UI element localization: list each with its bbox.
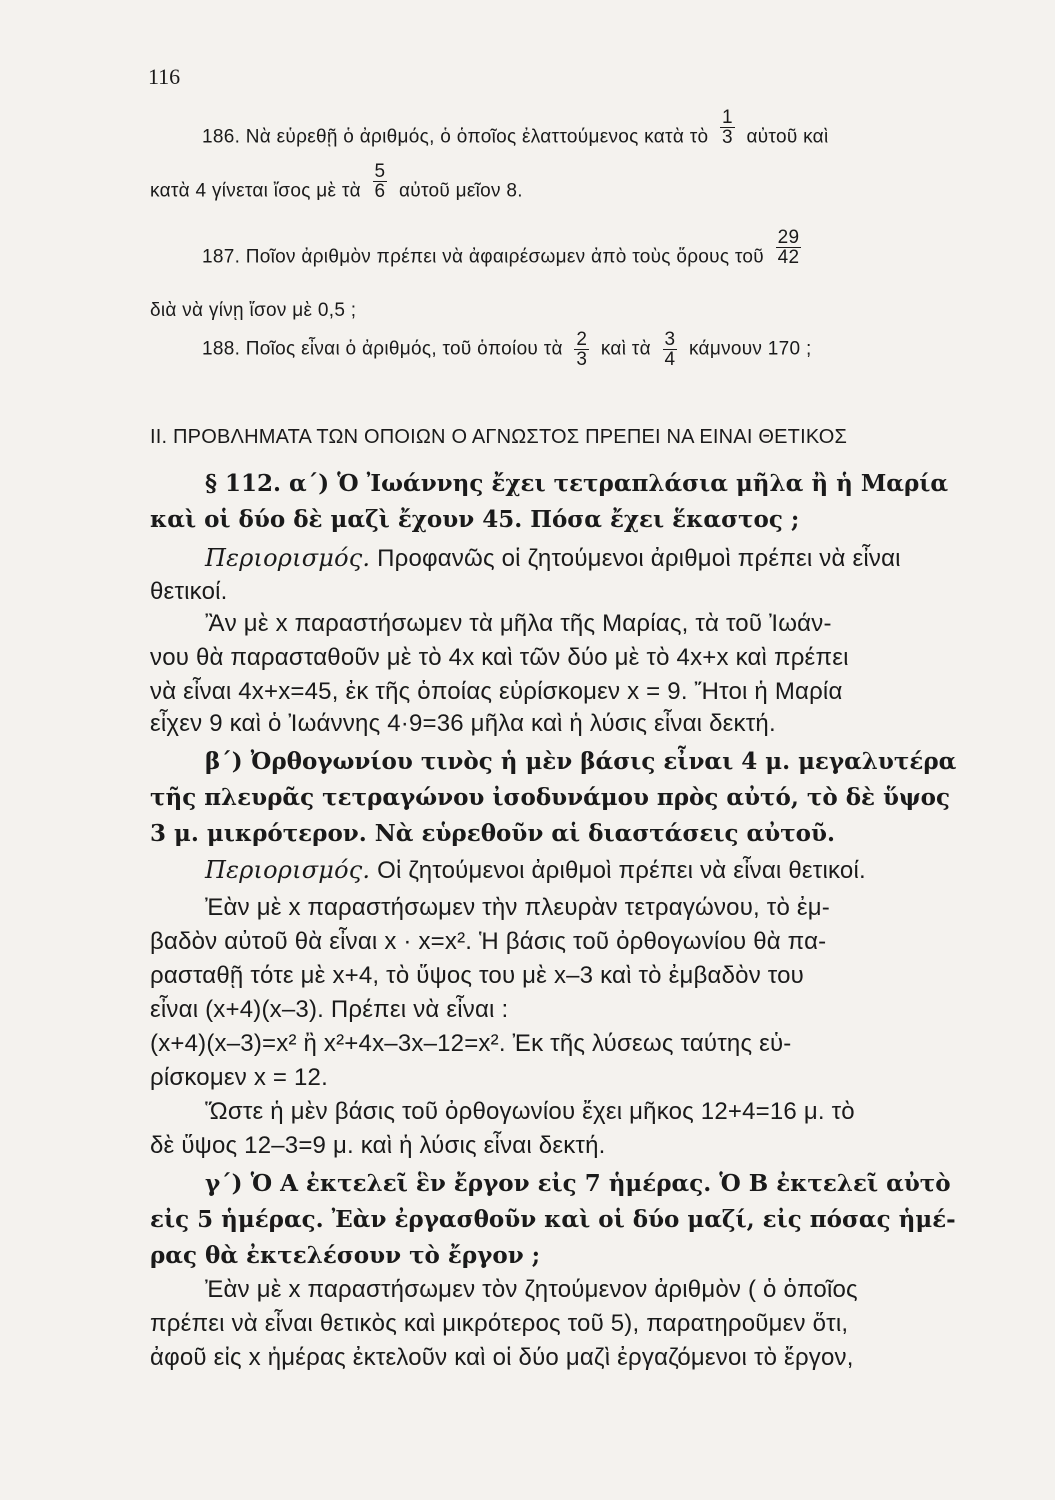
problem-b-line-4: εἶναι (x+4)(x–3). Πρέπει νὰ εἶναι : [150, 996, 509, 1023]
restriction-label: Περιορισμός. [205, 856, 371, 884]
exercise-187-line-2: διὰ νὰ γίνῃ ἴσον μὲ 0,5 ; [150, 300, 357, 321]
page-number: 116 [148, 64, 181, 89]
problem-c-title-line-3: ρας θὰ ἐκτελέσουν τὸ ἔργον ; [150, 1242, 541, 1269]
problem-b-title-line-1: β΄) Ὀρθογωνίου τινὸς ἡ μὲν βάσις εἶναι 4 μ. μεγαλυτέρα [205, 748, 957, 775]
problem-c-title-line-1: γ΄) Ὁ Α ἐκτελεῖ ἓν ἔργον εἰς 7 ἡμέρας. Ὁ Β ἐκτελεῖ αὐτὸ [205, 1170, 951, 1197]
exercise-186-line-1: 186. Νὰ εὑρεθῇ ὁ ἀριθμός, ὁ ὁποῖος ἐλαττούμενος κατὰ τὸ $\frac{1}{3}$ αὐτοῦ καὶ [202, 107, 829, 148]
problem-a-line-2: Ἂν μὲ x παραστήσωμεν τὰ μῆλα τῆς Μαρίας, τὰ τοῦ Ἰωάν- [205, 610, 832, 637]
problem-b-line-2: βαδὸν αὐτοῦ θὰ εἶναι x · x=x². Ἡ βάσις τοῦ ὀρθογωνίου θὰ πα- [150, 928, 827, 955]
problem-b-line-8: δὲ ὕψος 12–3=9 μ. καὶ ἡ λύσις εἶναι δεκτή. [150, 1132, 606, 1159]
problem-c-line-3: ἀφοῦ εἰς x ἡμέρας ἐκτελοῦν καὶ οἱ δύο μαζὶ ἐργαζόμενοι τὸ ἔργον, [150, 1344, 854, 1371]
problem-a-line-5: εἶχεν 9 καὶ ὁ Ἰωάννης 4·9=36 μῆλα καὶ ἡ λύσις εἶναι δεκτή. [150, 710, 776, 737]
exercise-187-text: 187. Ποῖον ἀριθμὸν πρέπει νὰ ἀφαιρέσωμεν ἀπὸ τοὺς ὅρους τοῦ [202, 246, 764, 268]
problem-b-title-line-3: 3 μ. μικρότερον. Νὰ εὑρεθοῦν αἱ διαστάσεις αὐτοῦ. [150, 820, 835, 847]
problem-b-restriction: Περιορισμός. Οἱ ζητούμενοι ἀριθμοὶ πρέπει νὰ εἶναι θετικοί. [205, 856, 866, 884]
exercise-187-line-1 [202, 227, 807, 277]
problem-c-title-line-2: εἰς 5 ἡμέρας. Ἐὰν ἐργασθοῦν καὶ οἱ δύο μαζί, εἰς πόσας ἡμέ- [150, 1206, 956, 1233]
problem-b-title-line-2: τῆς πλευρᾶς τετραγώνου ἰσοδυνάμου πρὸς αὐτό, τὸ δὲ ὕψος [150, 784, 951, 811]
fraction-29-42: $\frac{29}{42}$ [777, 227, 800, 268]
problem-a-title-line-2: καὶ οἱ δύο δὲ μαζὶ ἔχουν 45. Πόσα ἔχει ἕκαστος ; [150, 506, 800, 533]
fraction-five-sixths: $\frac{5}{6}$ [374, 161, 386, 202]
problem-b-line-3: ρασταθῇ τότε μὲ x+4, τὸ ὕψος του μὲ x–3 καὶ τὸ ἐμβαδὸν του [150, 962, 804, 989]
exercise-186-line-2: κατὰ 4 γίνεται ἴσος μὲ τὰ $\frac{5}{6}$ αὐτοῦ μεῖον 8. [150, 161, 523, 202]
problem-a-title-line-1: § 112. α΄) Ὁ Ἰωάννης ἔχει τετραπλάσια μῆλα ἢ ἡ Μαρία [205, 470, 949, 497]
fraction-one-third: $\frac{1}{3}$ [721, 107, 733, 148]
problem-b-line-7: Ὥστε ἡ μὲν βάσις τοῦ ὀρθογωνίου ἔχει μῆκος 12+4=16 μ. τὸ [205, 1098, 855, 1125]
problem-b-line-6: ρίσκομεν x = 12. [150, 1064, 328, 1091]
problem-a-restriction: Περιορισμός. Προφανῶς οἱ ζητούμενοι ἀριθμοὶ πρέπει νὰ εἶναι [205, 544, 901, 572]
exercise-188-line: 188. Ποῖος εἶναι ὁ ἀριθμός, τοῦ ὁποίου τὰ $\frac{2}{3}$ καὶ τὰ $\frac{3}{4}$ κάμνουν 170 ; [202, 329, 812, 370]
fraction-two-thirds: $\frac{2}{3}$ [576, 329, 588, 370]
section-heading: ΙΙ. ΠΡΟΒΛΗΜΑΤΑ ΤΩΝ ΟΠΟΙΩΝ Ο ΑΓΝΩΣΤΟΣ ΠΡΕΠΕΙ ΝΑ ΕΙΝΑΙ ΘΕΤΙΚΟΣ [150, 426, 848, 448]
problem-a-line-4: νὰ εἶναι 4x+x=45, ἐκ τῆς ὁποίας εὑρίσκομεν x = 9. Ἤτοι ἡ Μαρία [150, 678, 843, 705]
restriction-label: Περιορισμός. [205, 544, 371, 572]
problem-c-line-2: πρέπει νὰ εἶναι θετικὸς καὶ μικρότερος τοῦ 5), παρατηροῦμεν ὅτι, [150, 1310, 849, 1337]
problem-c-line-1: Ἐὰν μὲ x παραστήσωμεν τὸν ζητούμενον ἀριθμὸν ( ὁ ὁποῖος [205, 1276, 858, 1303]
problem-a-line-3: νου θὰ παρασταθοῦν μὲ τὸ 4x καὶ τῶν δύο μὲ τὸ 4x+x καὶ πρέπει [150, 644, 849, 671]
problem-a-line-1: θετικοί. [150, 578, 228, 605]
fraction-three-quarters: $\frac{3}{4}$ [664, 329, 676, 370]
problem-b-line-5: (x+4)(x–3)=x² ἢ x²+4x–3x–12=x². Ἐκ τῆς λύσεως ταύτης εὑ- [150, 1030, 792, 1057]
problem-b-line-1: Ἐὰν μὲ x παραστήσωμεν τὴν πλευρὰν τετραγώνου, τὸ ἐμ- [205, 894, 830, 921]
exercise-186-text: 186. Νὰ εὑρεθῇ ὁ ἀριθμός, ὁ ὁποῖος ἐλαττούμενος κατὰ τὸ [202, 126, 709, 148]
